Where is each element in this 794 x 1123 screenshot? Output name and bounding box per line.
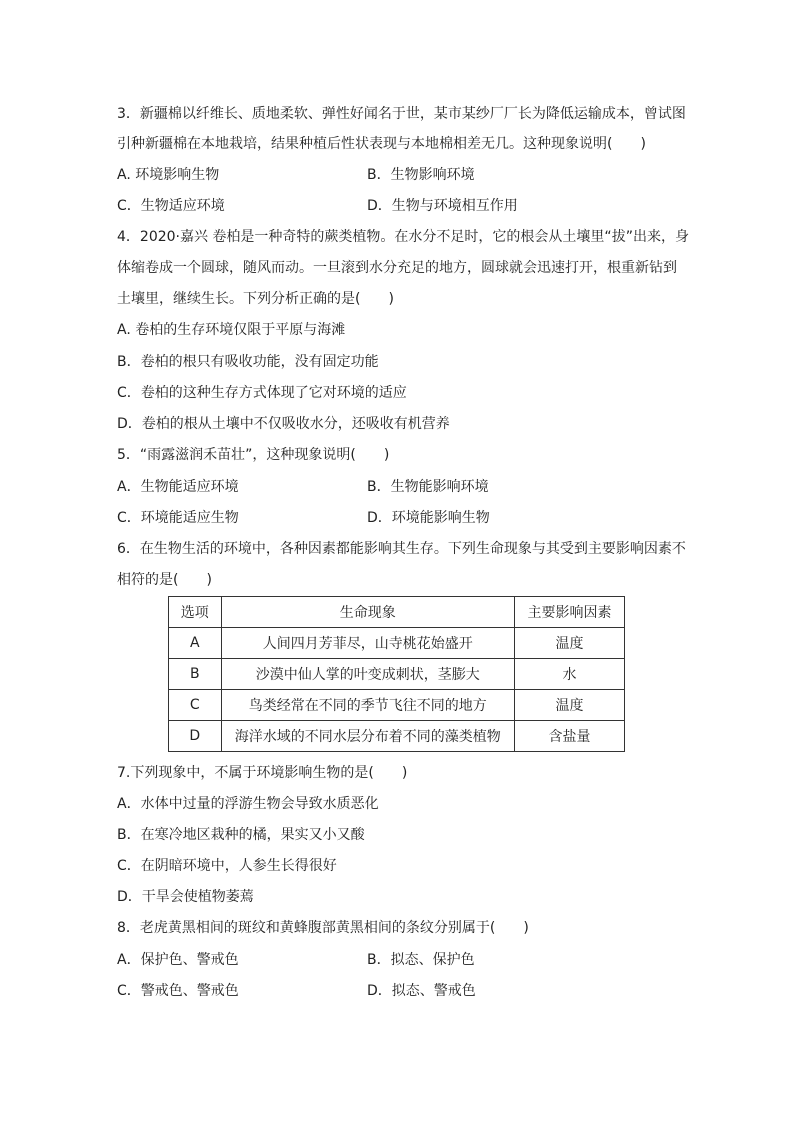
table-header-row bbox=[169, 597, 625, 628]
table-row bbox=[169, 690, 625, 721]
table-header-cell: 主要影响因素 bbox=[514, 597, 624, 628]
table-cell: 含盐量 bbox=[514, 721, 624, 752]
q6-table bbox=[168, 596, 625, 752]
q4-option-d: D．卷柏的根从土壤中不仅吸收水分，还吸收有机营养 bbox=[117, 416, 450, 432]
q4-stem-line1: 4．2020·嘉兴 卷柏是一种奇特的蕨类植物。在水分不足时，它的根会从土壤里“拔”出来，身 bbox=[117, 229, 689, 245]
table-cell: 沙漠中仙人掌的叶变成刺状，茎膨大 bbox=[221, 659, 514, 690]
q6-stem-line2: 相符的是( ) bbox=[117, 572, 212, 588]
q3-option-d: D．生物与环境相互作用 bbox=[367, 198, 518, 214]
q5-option-c: C．环境能适应生物 bbox=[117, 510, 239, 526]
q3-stem-line2: 引种新疆棉在本地栽培，结果种植后性状表现与本地棉相差无几。这种现象说明( ) bbox=[117, 136, 646, 152]
q7-option-c: C．在阴暗环境中，人参生长得很好 bbox=[117, 858, 337, 874]
q4-stem-line3: 土壤里，继续生长。下列分析正确的是( ) bbox=[117, 291, 394, 307]
q5-option-a: A．生物能适应环境 bbox=[117, 479, 239, 495]
table-cell: B bbox=[169, 659, 222, 690]
q4-option-c: C．卷柏的这种生存方式体现了它对环境的适应 bbox=[117, 385, 407, 401]
q8-option-c: C．警戒色、警戒色 bbox=[117, 983, 239, 999]
q5-option-d: D．环境能影响生物 bbox=[367, 510, 490, 526]
table-row bbox=[169, 659, 625, 690]
table-cell: C bbox=[169, 690, 222, 721]
table-row bbox=[169, 628, 625, 659]
q3-option-c: C．生物适应环境 bbox=[117, 198, 225, 214]
table-cell: 温度 bbox=[514, 628, 624, 659]
q8-option-d: D．拟态、警戒色 bbox=[367, 983, 476, 999]
table-cell: 海洋水域的不同水层分布着不同的藻类植物 bbox=[221, 721, 514, 752]
q8-option-a: A．保护色、警戒色 bbox=[117, 952, 239, 968]
q3-option-a: A. 环境影响生物 bbox=[117, 167, 220, 183]
table-cell: A bbox=[169, 628, 222, 659]
table-cell: 水 bbox=[514, 659, 624, 690]
table-cell: 鸟类经常在不同的季节飞往不同的地方 bbox=[221, 690, 514, 721]
q7-stem-line1: 7.下列现象中，不属于环境影响生物的是( ) bbox=[117, 765, 408, 781]
table-header-cell: 选项 bbox=[169, 597, 222, 628]
q7-option-b: B．在寒冷地区栽种的橘，果实又小又酸 bbox=[117, 827, 365, 843]
q4-stem-line2: 体缩卷成一个圆球，随风而动。一旦滚到水分充足的地方，圆球就会迅速打开，根重新钻到 bbox=[117, 260, 677, 276]
q7-option-d: D．干旱会使植物萎蔫 bbox=[117, 889, 254, 905]
q3-stem-line1: 3．新疆棉以纤维长、质地柔软、弹性好闻名于世，某市某纱厂厂长为降低运输成本，曾试图 bbox=[117, 106, 686, 122]
q8-stem-line1: 8．老虎黄黑相间的斑纹和黄蜂腹部黄黑相间的条纹分别属于( ) bbox=[117, 920, 529, 936]
q8-option-b: B．拟态、保护色 bbox=[367, 952, 475, 968]
q5-option-b: B．生物能影响环境 bbox=[367, 479, 489, 495]
q4-option-a: A. 卷柏的生存环境仅限于平原与海滩 bbox=[117, 322, 346, 338]
q6-stem-line1: 6．在生物生活的环境中，各种因素都能影响其生存。下列生命现象与其受到主要影响因素不 bbox=[117, 541, 686, 557]
q4-option-b: B．卷柏的根只有吸收功能，没有固定功能 bbox=[117, 354, 379, 370]
q3-option-b: B．生物影响环境 bbox=[367, 167, 475, 183]
q7-option-a: A．水体中过量的浮游生物会导致水质恶化 bbox=[117, 796, 379, 812]
q5-stem-line1: 5．“雨露滋润禾苗壮”，这种现象说明( ) bbox=[117, 447, 390, 463]
table-cell: D bbox=[169, 721, 222, 752]
table-cell: 人间四月芳菲尽，山寺桃花始盛开 bbox=[221, 628, 514, 659]
table-header-cell: 生命现象 bbox=[221, 597, 514, 628]
table-row bbox=[169, 721, 625, 752]
table-cell: 温度 bbox=[514, 690, 624, 721]
